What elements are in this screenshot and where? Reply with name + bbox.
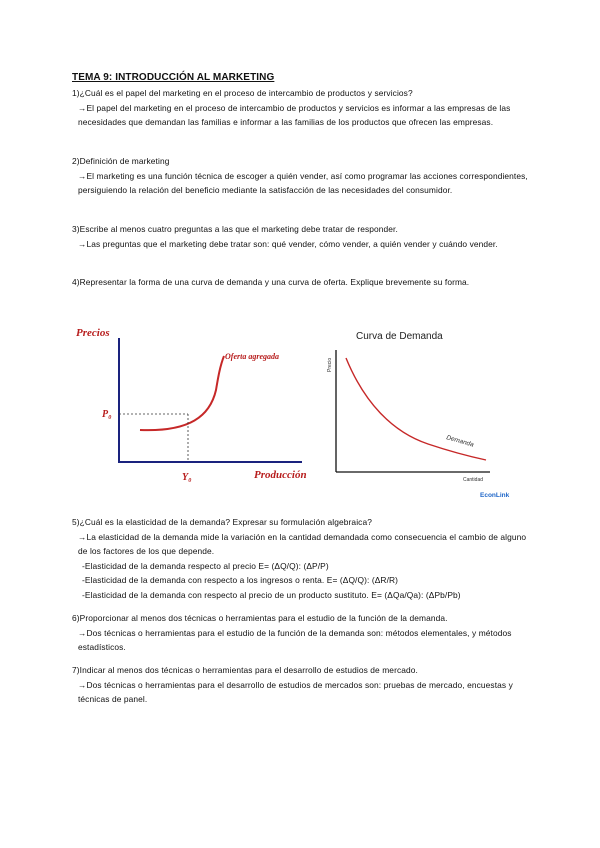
question-2-block: [72, 154, 528, 198]
elasticity-formula: -Elasticidad de la demanda con respecto al precio de un producto sustituto. E= (ΔQa/Qa): (ΔPb/Pb): [82, 589, 461, 600]
answer-6: →Dos técnicas o herramientas para el estudio de la función de la demanda son: métodos elementales, y métodos estadísticos.: [78, 627, 512, 653]
question-5-block: [72, 515, 528, 603]
question-1: 1)¿Cuál es el papel del marketing en el proceso de intercambio de productos y servicios?: [72, 88, 413, 98]
demand-y-label: Precio: [327, 357, 333, 372]
demand-series-label: Demanda: [445, 434, 475, 449]
answer-5: →La elasticidad de la demanda mide la variación en la cantidad demandada como consecuencia el cambio de alguno de los factores de los que depende.: [78, 531, 527, 557]
question-3-block: [72, 222, 528, 251]
supply-p0-label: P₀: [102, 409, 112, 420]
supply-x-label: Producción: [254, 469, 307, 481]
question-2: 2)Definición de marketing: [72, 156, 170, 166]
question-5: 5)¿Cuál es la elasticidad de la demanda? Expresar su formulación algebraica?: [72, 517, 372, 527]
question-6: 6)Proporcionar al menos dos técnicas o herramientas para el estudio de la función de la demanda.: [72, 613, 448, 623]
answer-2: →El marketing es una función técnica de escoger a quién vender, así como programar las acciones correspondientes, persiguiendo la relación del beneficio mediante la satisfacción de las necesidades del consumidor.: [78, 170, 528, 196]
answer-3: →Las preguntas que el marketing debe tratar son: qué vender, cómo vender, a quién vender y cuándo vender.: [78, 238, 498, 249]
supply-y-label: Precios: [76, 327, 110, 339]
supply-y0-label: Y₀: [182, 472, 192, 483]
question-3: 3)Escribe al menos cuatro preguntas a las que el marketing debe tratar de responder.: [72, 224, 398, 234]
demand-x-label: Cantidad: [463, 477, 484, 483]
question-6-block: [72, 611, 528, 655]
elasticity-formula: -Elasticidad de la demanda respecto al precio E= (ΔQ/Q): (ΔP/P): [82, 560, 329, 571]
answer-1: →El papel del marketing en el proceso de intercambio de productos y servicios es informar a las empresas de las necesidades que demandan las familias e informar a las familias de los productos que ofrecen las empresas.: [78, 102, 511, 128]
elasticity-formula: -Elasticidad de la demanda con respecto a los ingresos o renta. E= (ΔQ/Q): (ΔR/R): [82, 575, 399, 586]
question-4-block: [72, 275, 528, 290]
supply-chart: [72, 320, 312, 490]
supply-series-label: Oferta agregada: [225, 352, 279, 361]
question-1-block: [72, 86, 528, 130]
demand-title: Curva de Demanda: [356, 331, 443, 342]
supply-curve: [140, 356, 224, 430]
demand-chart: [322, 322, 526, 502]
question-7: 7)Indicar al menos dos técnicas o herramientas para el desarrollo de estudios de mercado.: [72, 665, 418, 675]
econlink-logo: EconLink: [480, 492, 510, 499]
document-title: TEMA 9: INTRODUCCIÓN AL MARKETING: [72, 72, 275, 83]
answer-7: →Dos técnicas o herramientas para el desarrollo de estudios de mercados son: pruebas de mercado, encuestas y técnicas de panel.: [78, 679, 513, 705]
question-7-block: [72, 663, 528, 707]
question-4: 4)Representar la forma de una curva de demanda y una curva de oferta. Explique brevemente su forma.: [72, 277, 470, 287]
